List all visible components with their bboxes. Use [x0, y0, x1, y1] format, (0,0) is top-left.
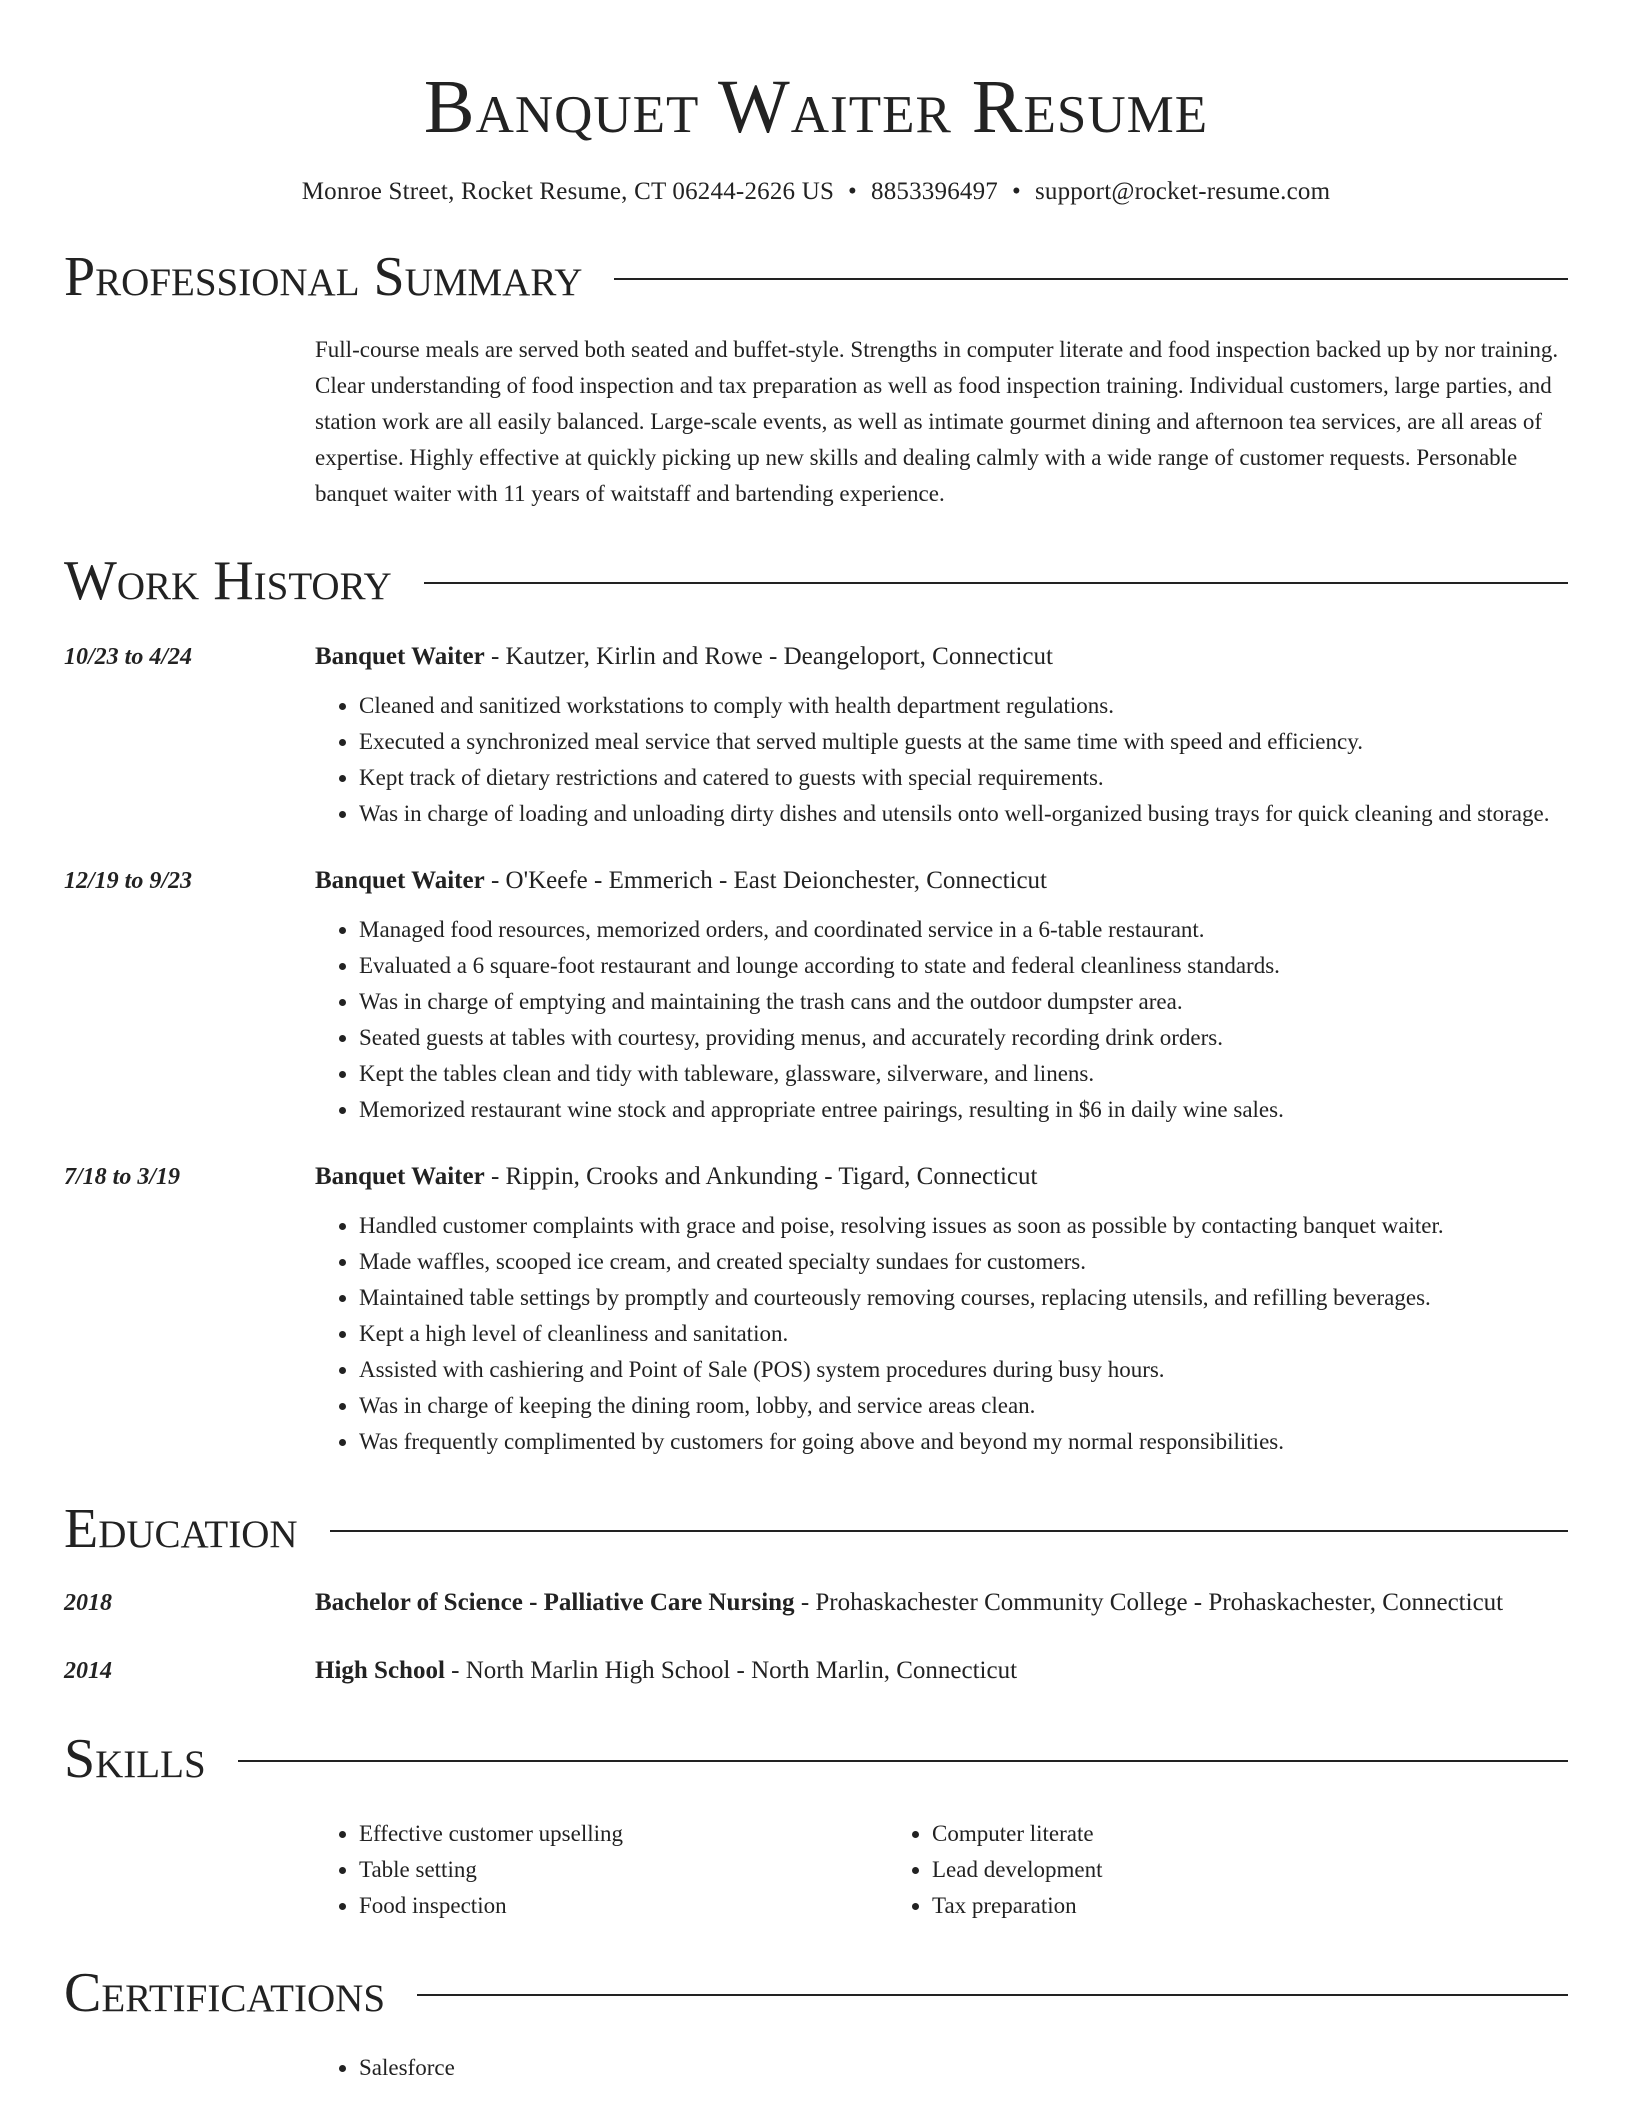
job-duty: • Kept a high level of cleanliness and sanitation. [359, 1316, 1568, 1352]
contact-email: support@rocket-resume.com [1034, 178, 1331, 205]
job-duty: • Executed a synchronized meal service that served multiple guests at the same time with speed and efficiency. [359, 724, 1568, 760]
education-date: 2014 [64, 1658, 112, 1684]
section-header-education [64, 1498, 1568, 1560]
section-title-work: Work History [64, 550, 392, 612]
job-duty: • Cleaned and sanitized workstations to comply with health department regulations. [359, 688, 1568, 724]
section-header-summary [64, 246, 1568, 308]
job-role: Banquet Waiter [315, 643, 485, 670]
job-duty: • Handled customer complaints with grace and poise, resolving issues as soon as possible by contacting banquet waiter. [359, 1208, 1568, 1244]
section-divider [614, 278, 1568, 280]
job-duty: • Was frequently complimented by customers for going above and beyond my normal responsibilities. [359, 1424, 1568, 1460]
job-employer: - O'Keefe - Emmerich - East Deionchester, Connecticut [484, 867, 1048, 894]
section-header-certifications [64, 1962, 1568, 2024]
contact-phone: 8853396497 [871, 178, 998, 205]
education-body [315, 1584, 1568, 1622]
job-duty: • Was in charge of emptying and maintaining the trash cans and the outdoor dumpster area. [359, 984, 1568, 1020]
section-divider [424, 582, 1568, 584]
job-heading [315, 862, 1568, 900]
job-duties [315, 1208, 1568, 1460]
skills-list [315, 1816, 1568, 1924]
education-date: 2018 [64, 1590, 112, 1616]
job-duty: • Maintained table settings by promptly and courteously removing courses, replacing utensils, and refilling beverages. [359, 1280, 1568, 1316]
job-entry [64, 1158, 1568, 1460]
contact-address: Monroe Street, Rocket Resume, CT 06244-2626 US [301, 178, 835, 205]
job-duty: • Seated guests at tables with courtesy, providing menus, and accurately recording drink orders. [359, 1020, 1568, 1056]
education-list [64, 1584, 1568, 1690]
job-role: Banquet Waiter [315, 867, 485, 894]
job-duties [315, 912, 1568, 1128]
job-duty: • Memorized restaurant wine stock and appropriate entree pairings, resulting in $6 in daily wine sales. [359, 1092, 1568, 1128]
skill-item: • Computer literate [932, 1816, 1461, 1852]
job-duty: • Kept the tables clean and tidy with tableware, glassware, silverware, and linens. [359, 1056, 1568, 1092]
summary-text: Full-course meals are served both seated and buffet-style. Strengths in computer literate and food inspection backed up by nor training. Clear understanding of food inspection and tax preparation as well as food inspection training. Individual customers, large parties, and station work are all easily balanced. Large-scale events, as well as intimate gourmet dining and afternoon tea services, are all areas of expertise. Highly effective at quickly picking up new skills and dealing calmly with a wide range of customer requests. Personable banquet waiter with 11 years of waitstaff and bartending experience. [315, 337, 1559, 506]
work-history-list [64, 638, 1568, 1460]
job-duty: • Evaluated a 6 square-foot restaurant and lounge according to state and federal cleanliness standards. [359, 948, 1568, 984]
job-employer: - Kautzer, Kirlin and Rowe - Deangeloport, Connecticut [484, 643, 1053, 670]
education-degree: High School [315, 1657, 445, 1684]
job-body [315, 862, 1568, 1128]
section-divider [238, 1760, 1568, 1762]
certifications-list [315, 2050, 1568, 2086]
job-employer: - Rippin, Crooks and Ankunding - Tigard, Connecticut [484, 1163, 1038, 1190]
job-date: 7/18 to 3/19 [64, 1164, 181, 1190]
education-degree: Bachelor of Science - Palliative Care Nursing [315, 1589, 795, 1616]
skills-column-right [888, 1816, 1461, 1924]
education-entry [64, 1652, 1568, 1690]
job-heading [315, 1158, 1568, 1196]
certification-item: • Salesforce [359, 2050, 1568, 2086]
job-duty: • Made waffles, scooped ice cream, and created specialty sundaes for customers. [359, 1244, 1568, 1280]
section-title-summary: Professional Summary [64, 246, 583, 308]
contact-line [64, 176, 1568, 208]
job-duty: • Assisted with cashiering and Point of Sale (POS) system procedures during busy hours. [359, 1352, 1568, 1388]
section-header-work [64, 550, 1568, 612]
job-body [315, 1158, 1568, 1460]
skill-item: • Lead development [932, 1852, 1461, 1888]
resume-page [64, 0, 1568, 2086]
skill-item: • Table setting [359, 1852, 888, 1888]
section-divider [330, 1530, 1568, 1532]
job-duty: • Kept track of dietary restrictions and catered to guests with special requirements. [359, 760, 1568, 796]
section-divider [417, 1994, 1568, 1996]
skills-column-left [315, 1816, 888, 1924]
job-date: 10/23 to 4/24 [64, 644, 193, 670]
contact-separator: • [1012, 178, 1021, 205]
job-entry [64, 638, 1568, 832]
job-duty: • Was in charge of loading and unloading dirty dishes and utensils onto well-organized busing trays for quick cleaning and storage. [359, 796, 1568, 832]
section-title-education: Education [64, 1498, 298, 1560]
job-duty: • Was in charge of keeping the dining room, lobby, and service areas clean. [359, 1388, 1568, 1424]
job-duties [315, 688, 1568, 832]
education-school: - North Marlin High School - North Marlin, Connecticut [444, 1657, 1018, 1684]
job-entry [64, 862, 1568, 1128]
section-title-certifications: Certifications [64, 1962, 386, 2024]
job-duty: • Managed food resources, memorized orders, and coordinated service in a 6-table restaurant. [359, 912, 1568, 948]
skill-item: • Food inspection [359, 1888, 888, 1924]
section-header-skills [64, 1728, 1568, 1790]
contact-separator: • [848, 178, 857, 205]
section-title-skills: Skills [64, 1728, 206, 1790]
job-heading [315, 638, 1568, 676]
education-heading [315, 1652, 1568, 1690]
skill-item: • Effective customer upselling [359, 1816, 888, 1852]
education-entry [64, 1584, 1568, 1622]
resume-title: Banquet Waiter Resume [423, 65, 1209, 149]
skill-item: • Tax preparation [932, 1888, 1461, 1924]
job-date: 12/19 to 9/23 [64, 868, 193, 894]
education-body [315, 1652, 1568, 1690]
education-heading [315, 1584, 1568, 1622]
job-body [315, 638, 1568, 832]
education-school: - Prohaskachester Community College - Prohaskachester, Connecticut [794, 1589, 1504, 1616]
certifications-items [315, 2050, 1568, 2086]
job-role: Banquet Waiter [315, 1163, 485, 1190]
